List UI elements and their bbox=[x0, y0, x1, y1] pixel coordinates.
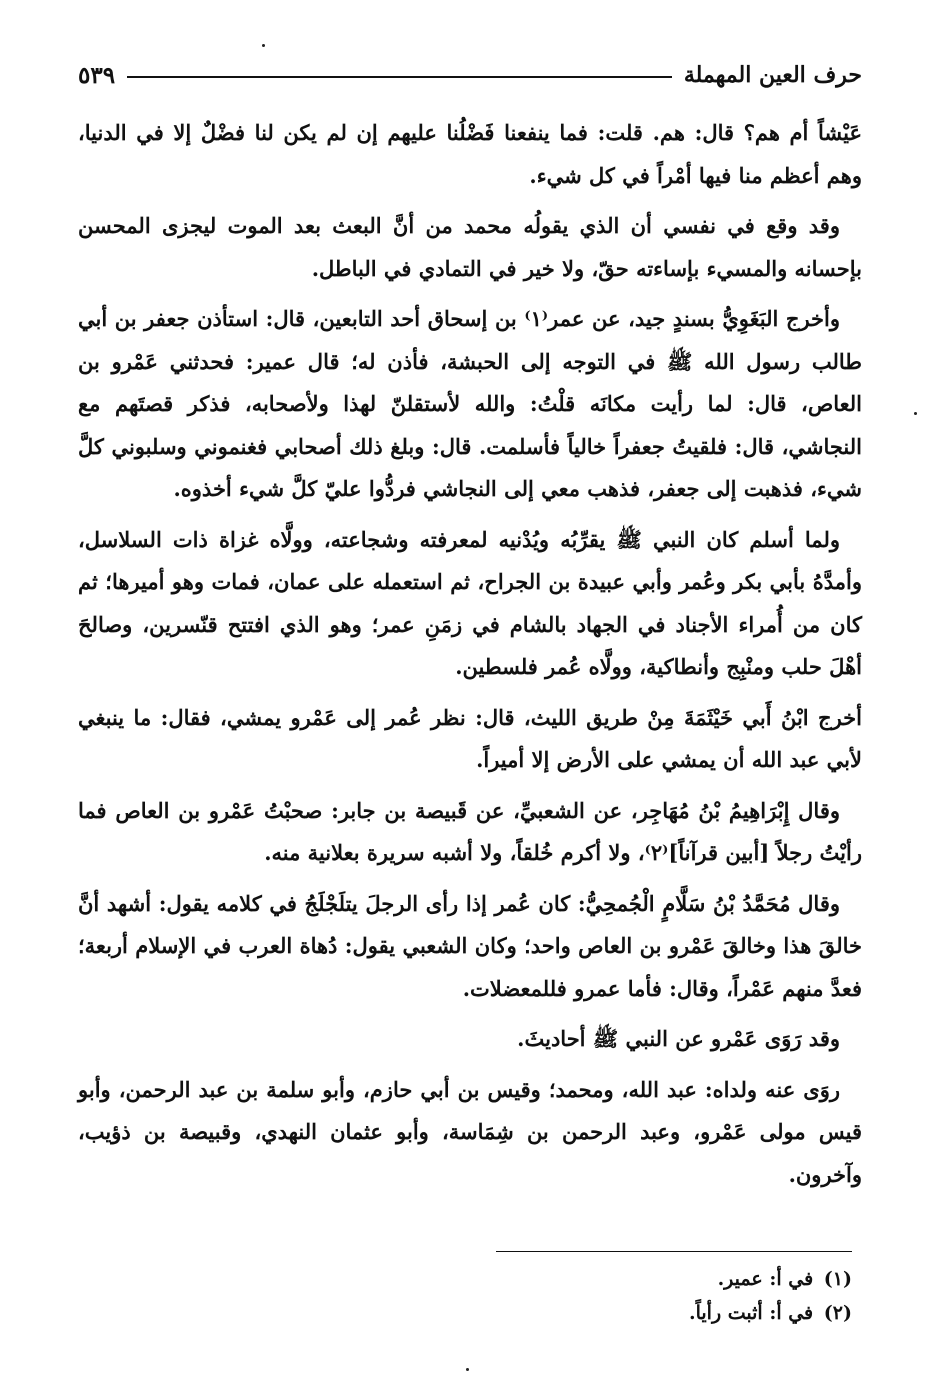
scan-speck bbox=[262, 44, 265, 47]
paragraph-4: ولما أسلم كان النبي ﷺ يقرِّبُه ويُدْنيه لمعرفته وشجاعته، وولَّاه غزاة ذات السلاسل، وأمدَّهُ بأبي بكر وعُمر وأبي عبيدة بن الجراح، ثم استعمله على عمان، فمات وهو أميرها؛ ثم كان من أُمراء الأجناد في الجهاد بالشام في زمَنِ عمر؛ وهو الذي افتتح قنّسرين، وصالحَ أهْلَ حلب ومنْبِج وأنطاكية، وولَّاه عُمر فلسطين. bbox=[78, 526, 862, 679]
paragraph-8: وقد رَوَى عَمْرو عن النبي ﷺ أحاديثَ. bbox=[517, 1026, 840, 1051]
paragraph-2: وقد وقع في نفسي أن الذي يقولُه محمد من أنَّ البعث بعد الموت ليجزى المحسن بإحسانه والمسيء بإساءته حقّ، ولا خير في التمادي في الباطل. bbox=[78, 213, 862, 281]
paragraph-1: عَيْشاً أم هم؟ قال: هم. قلت: فما ينفعنا فَضْلُنا عليهم إن لم يكن لنا فضْلٌ إلا في الدنيا، وهم أعظم منا فيها أمْراً في كل شيء. bbox=[78, 120, 862, 188]
scan-speck bbox=[466, 1368, 469, 1371]
footnote-mark: (١) bbox=[823, 1268, 852, 1290]
footnote-separator bbox=[496, 1251, 852, 1252]
footnote-mark: (٢) bbox=[823, 1302, 852, 1324]
page-number: ٥٣٩ bbox=[78, 61, 116, 89]
paragraph-9: روَى عنه ولداه: عبد الله، ومحمد؛ وقيس بن أبي حازم، وأبو سلمة بن عبد الرحمن، وأبو قيس مولى عَمْرو، وعبد الرحمن بن شِمَاسة، وأبو عثمان النهدي، وقبيصة بن ذؤيب، وآخرون. bbox=[78, 1076, 862, 1187]
footnote-text: في أ: أثبت رأياً. bbox=[688, 1302, 814, 1324]
header-rule bbox=[127, 76, 672, 78]
main-text bbox=[78, 112, 862, 1204]
scan-speck bbox=[914, 412, 917, 415]
footnote-2 bbox=[352, 1296, 852, 1330]
footnote-1 bbox=[352, 1262, 852, 1296]
paragraph-7: وقال مُحَمَّدُ بْنُ سَلَّامٍ الْجُمحِيُّ: كان عُمر إذا رأى الرجلَ يتلَجْلَجُ في كلامه يقول: أشهد أنَّ خالقَ هذا وخالقَ عَمْرو بن العاص واحد؛ وكان الشعبي يقول: دُهاة العرب في الإسلام أربعة؛ فعدَّ منهم عَمْراً، وقال: فأما عمرو فللمعضلات. bbox=[78, 890, 862, 1001]
paragraph-3: وأخرج البَغَوِيُّ بسندٍ جيد، عن عمر⁽١⁾ بن إسحاق أحد التابعين، قال: استأذن جعفر بن أبي طالب رسول الله ﷺ في التوجه إلى الحبشة، فأذن له؛ قال عمير: فحدثني عَمْرو بن العاص، قال: لما رأيت مكانَه قلْتُ: والله لأستقلنّ لهذا ولأصحابه، فذكر قصتَهم مع النجاشي، قال: فلقيتُ جعفراً خالياً فأسلمت. قال: وبلغ ذلك أصحابي فغنموني وسلبوني كلَّ شيء، فذهبت إلى جعفر، فذهب معي إلى النجاشي فردُّوا عليّ كلَّ شيء أخذوه. bbox=[78, 306, 862, 501]
footnote-text: في أ: عمير. bbox=[717, 1268, 814, 1290]
paragraph-5: أخرج ابْنُ أَبي خَيْثَمَةَ مِنْ طريق الليث، قال: نظر عُمر إلى عَمْرو يمشي، فقال: ما ينبغي لأبي عبد الله أن يمشي على الأرض إلا أميراً. bbox=[78, 704, 862, 772]
paragraph-6: وقال إِبْرَاهِيمُ بْنُ مُهَاجِر، عن الشعبيِّ، عن قَبيصة بن جابر: صحبْتُ عَمْرو بن العاص فما رأيْتُ رجلاً [أبين قرآناً]⁽٢⁾، ولا أكرم خُلقاً، ولا أشبه سريرة بعلانية منه. bbox=[78, 797, 862, 865]
footnotes bbox=[352, 1262, 852, 1330]
running-header bbox=[78, 58, 862, 92]
chapter-title: حرف العين المهملة bbox=[683, 62, 862, 88]
